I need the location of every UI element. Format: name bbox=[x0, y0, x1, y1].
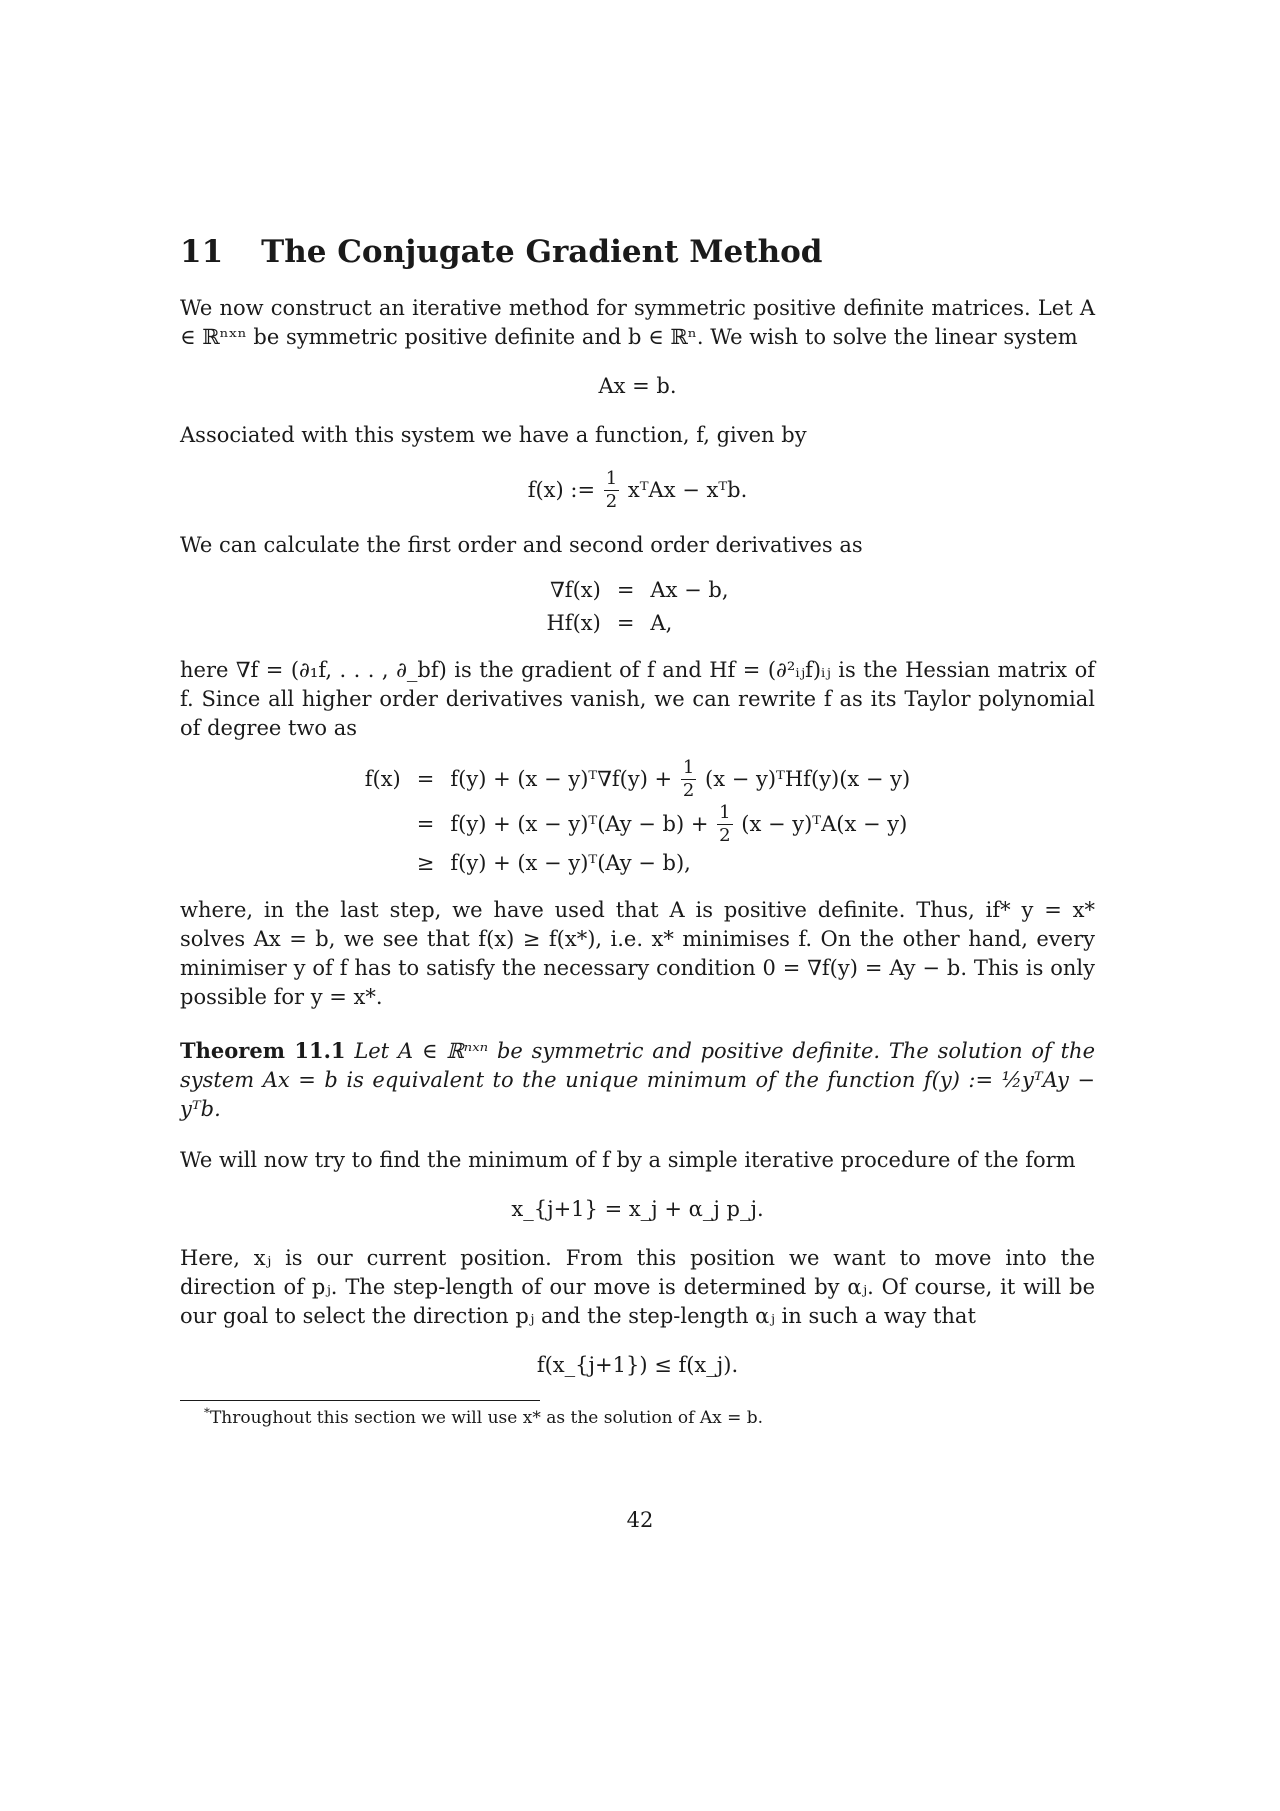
equals-sign: = bbox=[416, 767, 435, 791]
taylor-rhs-2-a: f(y) + (x − y)ᵀ(Ay − b) + bbox=[450, 812, 709, 836]
equation-iteration: x_{j+1} = x_j + α_j p_j. bbox=[511, 1197, 764, 1221]
fraction-numerator: 1 bbox=[719, 802, 731, 823]
fraction-denominator: 2 bbox=[719, 825, 731, 846]
taylor-rhs-1-b: (x − y)ᵀHf(y)(x − y) bbox=[705, 767, 911, 791]
taylor-row-3 bbox=[359, 847, 916, 880]
gradient-row bbox=[540, 574, 734, 607]
equation-quadratic-function bbox=[180, 470, 1095, 511]
derivatives-intro: We can calculate the first order and second order derivatives as bbox=[180, 533, 863, 557]
hessian-lhs: Hf(x) bbox=[546, 611, 601, 635]
footnote-marker: * bbox=[204, 1405, 210, 1420]
fraction-half bbox=[681, 759, 696, 800]
section-heading bbox=[180, 232, 1095, 272]
page-number: 42 bbox=[626, 1508, 654, 1532]
geq-sign: ≥ bbox=[416, 851, 435, 875]
theorem-body: Let A ∈ ℝⁿˣⁿ be symmetric and positive definite. The solution of the system Ax = b is equivalent to the unique minimum of the function f(y) := ½yᵀAy − yᵀb. bbox=[180, 1039, 1095, 1121]
gradient-hessian-paragraph: here ∇f = (∂₁f, . . . , ∂_bf) is the gradient of f and Hf = (∂²ᵢⱼf)ᵢⱼ is the Hessian matrix of f. Since all higher order derivatives vanish, we can rewrite f as its Taylor polynomial of degree two as bbox=[180, 658, 1095, 740]
taylor-rhs-2 bbox=[444, 802, 916, 847]
equation-descent: f(x_{j+1}) ≤ f(x_j). bbox=[536, 1353, 739, 1377]
section-number: 11 bbox=[180, 234, 224, 270]
theorem-11-1 bbox=[180, 1036, 1095, 1124]
footnote bbox=[180, 1407, 1095, 1429]
fraction-denominator: 2 bbox=[605, 491, 618, 512]
taylor-rhs-3: f(y) + (x − y)ᵀ(Ay − b), bbox=[450, 851, 691, 875]
taylor-row-2 bbox=[359, 802, 916, 847]
derivatives-equations bbox=[540, 574, 734, 640]
footnote-text: Throughout this section we will use x* as the solution of Ax = b. bbox=[209, 1408, 764, 1428]
fraction-numerator: 1 bbox=[605, 468, 618, 489]
hessian-rhs: A, bbox=[650, 611, 673, 635]
associated-paragraph: Associated with this system we have a function, f, given by bbox=[180, 423, 807, 447]
gradient-rhs: Ax − b, bbox=[650, 578, 729, 602]
iteration-intro: We will now try to find the minimum of f by a simple iterative procedure of the form bbox=[180, 1148, 1076, 1172]
quadratic-rhs: xᵀAx − xᵀb. bbox=[627, 478, 748, 502]
minimiser-paragraph: where, in the last step, we have used that A is positive definite. Thus, if* y = x* solves Ax = b, we see that f(x) ≥ f(x*), i.e. x* minimises f. On the other hand, every minimiser y of f has to satisfy the necessary condition 0 = ∇f(y) = Ay − b. This is only possible for y = x*. bbox=[180, 898, 1095, 1009]
hessian-row bbox=[540, 607, 734, 640]
empty-cell bbox=[359, 847, 407, 880]
taylor-rhs-1 bbox=[444, 757, 916, 802]
taylor-row-1 bbox=[359, 757, 916, 802]
equation-linear-system: Ax = b. bbox=[598, 374, 677, 398]
section-title: The Conjugate Gradient Method bbox=[261, 234, 823, 270]
taylor-expansion bbox=[359, 757, 916, 880]
gradient-lhs: ∇f(x) bbox=[550, 578, 601, 602]
taylor-lhs: f(x) bbox=[364, 767, 401, 791]
step-paragraph: Here, xⱼ is our current position. From this position we want to move into the direction of pⱼ. The step-length of our move is determined by αⱼ. Of course, it will be our goal to select the direction pⱼ and the step-length αⱼ in such a way that bbox=[180, 1246, 1095, 1328]
taylor-rhs-1-a: f(y) + (x − y)ᵀ∇f(y) + bbox=[450, 767, 673, 791]
equals-sign: = bbox=[616, 578, 635, 602]
quadratic-lhs: f(x) := bbox=[527, 478, 596, 502]
equals-sign: = bbox=[416, 812, 435, 836]
taylor-rhs-2-b: (x − y)ᵀA(x − y) bbox=[741, 812, 908, 836]
empty-cell bbox=[359, 802, 407, 847]
intro-paragraph: We now construct an iterative method for symmetric positive definite matrices. Let A ∈ ℝⁿˣⁿ be symmetric positive definite and b ∈ ℝⁿ. We wish to solve the linear system bbox=[180, 296, 1095, 349]
fraction-half bbox=[717, 804, 732, 845]
equals-sign: = bbox=[616, 611, 635, 635]
page-content bbox=[180, 232, 1095, 1429]
footnote-rule bbox=[180, 1400, 540, 1401]
fraction-denominator: 2 bbox=[682, 780, 695, 801]
fraction-numerator: 1 bbox=[682, 757, 695, 778]
theorem-label: Theorem 11.1 bbox=[180, 1038, 346, 1063]
fraction-half bbox=[604, 470, 619, 511]
